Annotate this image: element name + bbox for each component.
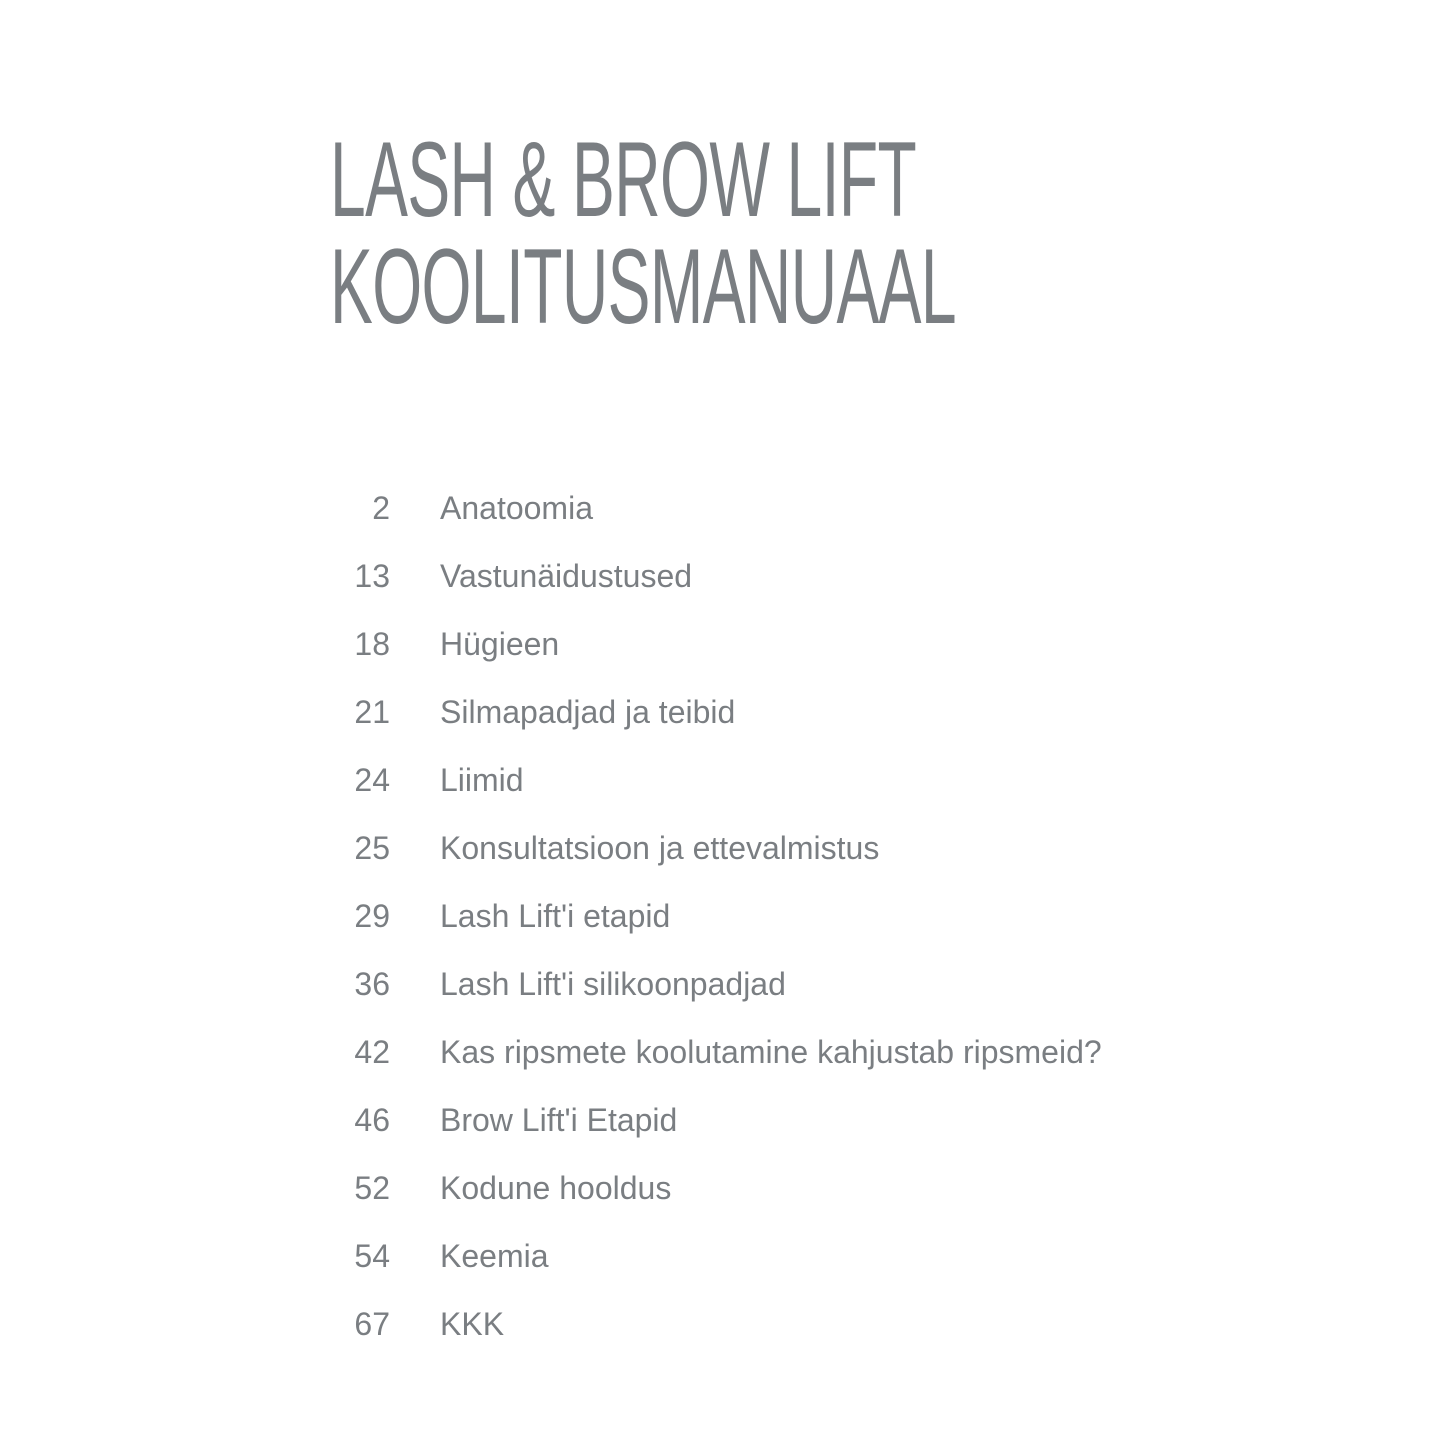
toc-page-number: 25 [354, 830, 390, 866]
toc-page-number: 21 [354, 694, 390, 730]
toc-entry[interactable] [330, 961, 1102, 1029]
toc-entry[interactable] [330, 1301, 1102, 1369]
title-line-2: KOOLITUSMANUAAL [330, 226, 957, 346]
toc-page-number: 18 [354, 626, 390, 662]
toc-entry[interactable] [330, 1097, 1102, 1165]
toc-page-number: 54 [354, 1238, 390, 1274]
toc-entry[interactable] [330, 553, 1102, 621]
toc-entry[interactable] [330, 1165, 1102, 1233]
toc-entry-label[interactable]: Kodune hooldus [440, 1170, 672, 1206]
toc-entry[interactable] [330, 893, 1102, 961]
toc-page-number: 46 [354, 1102, 390, 1138]
toc-entry[interactable] [330, 1233, 1102, 1301]
toc-page-number: 2 [372, 490, 390, 526]
toc-entry-label[interactable]: Kas ripsmete koolutamine kahjustab ripsmeid? [440, 1034, 1102, 1070]
toc-page-number: 52 [354, 1170, 390, 1206]
toc-entry-label[interactable]: Lash Lift'i etapid [440, 898, 671, 934]
toc-entry[interactable] [330, 689, 1102, 757]
toc-entry-label[interactable]: Keemia [440, 1238, 549, 1274]
toc-entry-label[interactable]: Vastunäidustused [440, 558, 693, 594]
document-title [330, 119, 957, 346]
toc-entry[interactable] [330, 757, 1102, 825]
toc-page-number: 24 [354, 762, 390, 798]
title-line-1: LASH & BROW LIFT [330, 119, 917, 239]
toc-entry-label[interactable]: Konsultatsioon ja ettevalmistus [440, 830, 880, 866]
toc-page-number: 42 [354, 1034, 390, 1070]
table-of-contents [330, 485, 1102, 1369]
toc-entry-label[interactable]: KKK [440, 1306, 505, 1342]
toc-entry[interactable] [330, 485, 1102, 553]
toc-page-number: 13 [354, 558, 390, 594]
toc-entry-label[interactable]: Brow Lift'i Etapid [440, 1102, 678, 1138]
toc-entry[interactable] [330, 825, 1102, 893]
toc-entry-label[interactable]: Anatoomia [440, 490, 593, 526]
toc-entry-label[interactable]: Liimid [440, 762, 524, 798]
toc-entry-label[interactable]: Hügieen [440, 626, 560, 662]
toc-page-number: 36 [354, 966, 390, 1002]
toc-page-number: 29 [354, 898, 390, 934]
toc-entry[interactable] [330, 1029, 1102, 1097]
toc-entry-label[interactable]: Lash Lift'i silikoonpadjad [440, 966, 786, 1002]
toc-entry-label[interactable]: Silmapadjad ja teibid [440, 694, 736, 730]
toc-page-number: 67 [354, 1306, 390, 1342]
toc-entry[interactable] [330, 621, 1102, 689]
